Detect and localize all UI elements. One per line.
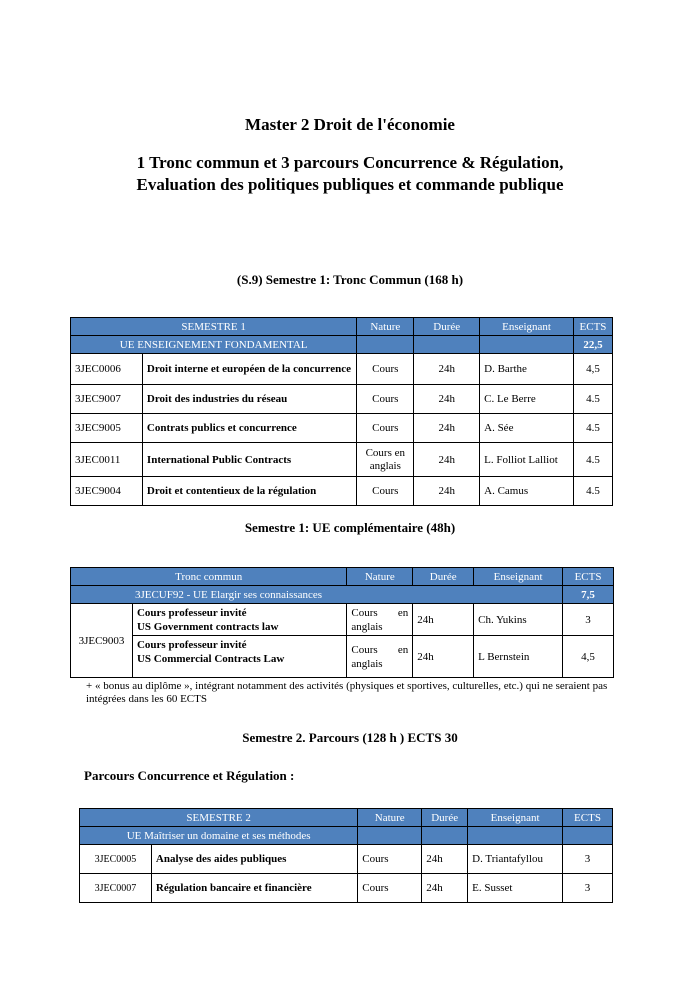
table-row xyxy=(71,604,614,636)
course-code: 3JEC0007 xyxy=(80,874,152,903)
empty-cell xyxy=(358,827,422,845)
course-enseignant: A. Camus xyxy=(480,477,574,506)
ue-label: UE ENSEIGNEMENT FONDAMENTAL xyxy=(71,336,357,354)
section1-heading: (S.9) Semestre 1: Tronc Commun (168 h) xyxy=(236,272,464,287)
column-header: Enseignant xyxy=(474,568,563,586)
ue-row xyxy=(71,586,614,604)
empty-cell xyxy=(357,336,414,354)
course-title: Analyse des aides publiques xyxy=(151,845,357,874)
course-title: International Public Contracts xyxy=(142,443,356,477)
column-header: Nature xyxy=(357,318,414,336)
ue-row xyxy=(80,827,613,845)
page-title: Master 2 Droit de l'économie xyxy=(245,115,455,134)
table-row xyxy=(71,414,613,443)
course-code: 3JEC0005 xyxy=(80,845,152,874)
course-duree: 24h xyxy=(413,636,474,678)
table-row xyxy=(71,477,613,506)
course-enseignant: E. Susset xyxy=(468,874,563,903)
course-title: Droit des industries du réseau xyxy=(142,385,356,414)
course-duree: 24h xyxy=(413,604,474,636)
column-header: Nature xyxy=(347,568,413,586)
column-header: Tronc commun xyxy=(71,568,347,586)
empty-cell xyxy=(414,336,480,354)
empty-cell xyxy=(563,827,613,845)
table-row xyxy=(71,385,613,414)
empty-cell xyxy=(480,336,574,354)
course-ects: 4,5 xyxy=(563,636,614,678)
course-ects: 4.5 xyxy=(573,385,612,414)
course-enseignant: A. Sée xyxy=(480,414,574,443)
course-ects: 3 xyxy=(563,845,613,874)
course-enseignant: L. Folliot Lalliot xyxy=(480,443,574,477)
course-duree: 24h xyxy=(414,385,480,414)
course-title-line-2: US Government contracts law xyxy=(136,620,279,633)
course-ects: 4.5 xyxy=(573,477,612,506)
section3-heading: Semestre 2. Parcours (128 h ) ECTS 30 xyxy=(242,730,458,745)
course-nature: Cours xyxy=(357,385,414,414)
table-row xyxy=(71,443,613,477)
empty-cell xyxy=(468,827,563,845)
course-nature: Cours xyxy=(357,477,414,506)
course-ects: 3 xyxy=(563,874,613,903)
column-header: ECTS xyxy=(563,809,613,827)
column-header: SEMESTRE 1 xyxy=(71,318,357,336)
column-header: Enseignant xyxy=(480,318,574,336)
table-header-row xyxy=(71,318,613,336)
semestre2-table xyxy=(79,808,613,903)
table-header-row xyxy=(80,809,613,827)
column-header: Durée xyxy=(422,809,468,827)
course-code: 3JEC9005 xyxy=(71,414,143,443)
column-header: Durée xyxy=(413,568,474,586)
course-code: 3JEC9004 xyxy=(71,477,143,506)
course-duree: 24h xyxy=(414,354,480,385)
course-duree: 24h xyxy=(422,874,468,903)
subtitle-line-1: 1 Tronc commun et 3 parcours Concurrence & Régulation, xyxy=(136,153,564,172)
course-ects: 4.5 xyxy=(573,443,612,477)
course-nature: Cours xyxy=(357,414,414,443)
table-header-row xyxy=(71,568,614,586)
course-title-line-2: US Commercial Contracts Law xyxy=(136,653,285,665)
ue-ects: 22,5 xyxy=(573,336,612,354)
course-nature: Cours xyxy=(358,874,422,903)
column-header: ECTS xyxy=(573,318,612,336)
table-row xyxy=(80,874,613,903)
ue-label: UE Maîtriser un domaine et ses méthodes xyxy=(80,827,358,845)
course-title: Contrats publics et concurrence xyxy=(142,414,356,443)
course-code: 3JEC0006 xyxy=(71,354,143,385)
course-title: Régulation bancaire et financière xyxy=(151,874,357,903)
subtitle-line-2: Evaluation des politiques publiques et commande publique xyxy=(136,175,564,194)
ue-label: 3JECUF92 - UE Elargir ses connaissances xyxy=(71,586,563,604)
course-nature: Cours xyxy=(358,845,422,874)
course-duree: 24h xyxy=(422,845,468,874)
course-title xyxy=(132,604,346,636)
course-title-line-1: Cours professeur invité xyxy=(136,639,247,651)
course-ects: 4.5 xyxy=(573,414,612,443)
course-enseignant: D. Barthe xyxy=(480,354,574,385)
course-enseignant: Ch. Yukins xyxy=(474,604,563,636)
course-enseignant: D. Triantafyllou xyxy=(468,845,563,874)
course-title: Droit interne et européen de la concurrence xyxy=(142,354,356,385)
course-duree: 24h xyxy=(414,477,480,506)
table-row xyxy=(80,845,613,874)
course-nature: Cours en anglais xyxy=(357,443,414,477)
semestre1-table xyxy=(70,317,613,506)
ue-complementaire-table xyxy=(70,567,614,678)
course-enseignant: L Bernstein xyxy=(474,636,563,678)
course-title xyxy=(132,636,346,678)
column-header: Durée xyxy=(414,318,480,336)
table-row xyxy=(71,636,614,678)
table-row xyxy=(71,354,613,385)
course-nature: Cours en anglais xyxy=(347,604,413,636)
course-code: 3JEC9007 xyxy=(71,385,143,414)
course-duree: 24h xyxy=(414,414,480,443)
course-code: 3JEC0011 xyxy=(71,443,143,477)
ue-row xyxy=(71,336,613,354)
course-enseignant: C. Le Berre xyxy=(480,385,574,414)
parcours-heading: Parcours Concurrence et Régulation : xyxy=(84,768,295,783)
course-duree: 24h xyxy=(414,443,480,477)
course-code: 3JEC9003 xyxy=(71,604,133,678)
course-title: Droit et contentieux de la régulation xyxy=(142,477,356,506)
column-header: Nature xyxy=(358,809,422,827)
section2-heading: Semestre 1: UE complémentaire (48h) xyxy=(244,520,456,535)
ue-ects: 7,5 xyxy=(563,586,614,604)
empty-cell xyxy=(422,827,468,845)
course-nature: Cours en anglais xyxy=(347,636,413,678)
course-nature: Cours xyxy=(357,354,414,385)
column-header: Enseignant xyxy=(468,809,563,827)
column-header: SEMESTRE 2 xyxy=(80,809,358,827)
course-ects: 4,5 xyxy=(573,354,612,385)
course-ects: 3 xyxy=(563,604,614,636)
column-header: ECTS xyxy=(563,568,614,586)
page-subtitle xyxy=(0,152,700,196)
course-title-line-1: Cours professeur invité xyxy=(136,606,247,619)
bonus-note: + « bonus au diplôme », intégrant notamment des activités (physiques et sportives, culturelles, etc.) qui ne seraient pas intégrées dans les 60 ECTS xyxy=(86,680,608,705)
